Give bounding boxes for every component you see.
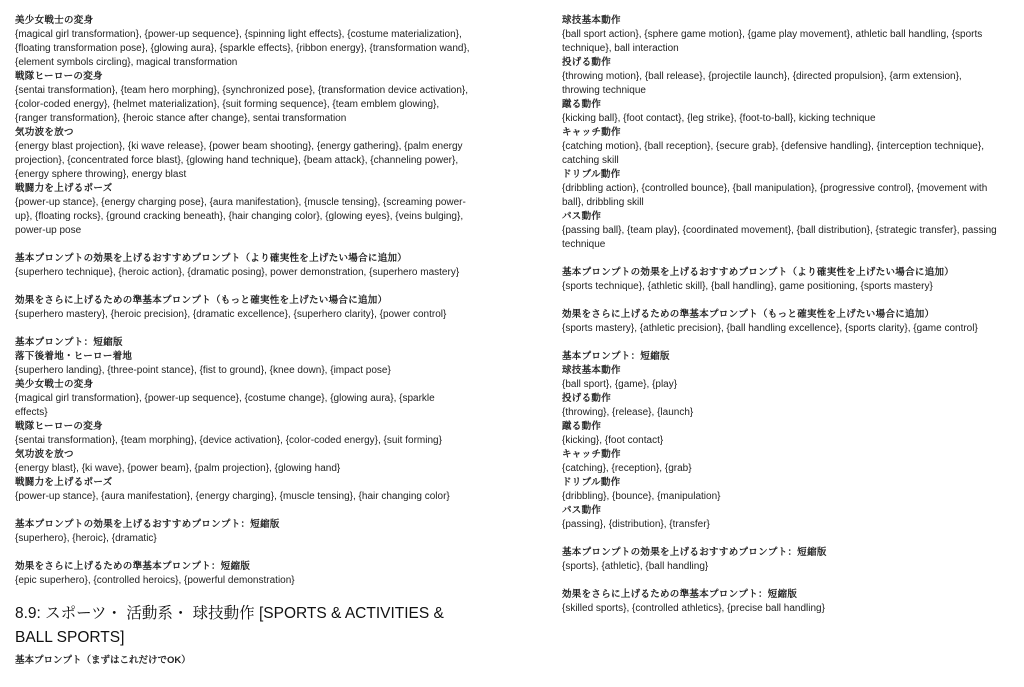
short-recommended-prompts [15,518,470,546]
entry-heading: 戦隊ヒーローの変身 [15,421,103,432]
recommended-text: {superhero technique}, {heroic action}, {dramatic posing}, power demonstration, {superhero mastery} [15,267,460,278]
entry-text: {kicking}, {foot contact} [562,435,664,446]
entry-text: {passing}, {distribution}, {transfer} [562,519,710,530]
entry-text: {magical girl transformation}, {power-up sequence}, {costume change}, {glowing aura}, {sparkle effects} [15,393,435,418]
entry-text: {dribbling action}, {controlled bounce}, {ball manipulation}, {progressive control}, {movement with ball}, dribbling skill [562,183,988,208]
left-column [15,14,470,668]
short-version-title: 基本プロンプト：短縮版 [562,351,670,362]
entry-heading: 美少女戦士の変身 [15,15,94,26]
short-entry [562,504,1002,532]
entry-magical-girl [15,14,470,70]
entry-heading: キャッチ動作 [562,449,621,460]
short-entry [562,420,1002,448]
short-semi-basic-heading: 効果をさらに上げるための準基本プロンプト：短縮版 [562,589,798,600]
entry-text: {sentai transformation}, {team morphing}, {device activation}, {color-coded energy}, {suit forming} [15,435,442,446]
short-recommended-text: {sports}, {athletic}, {ball handling} [562,561,709,572]
right-column [562,14,1002,616]
entry-text: {sentai transformation}, {team hero morphing}, {synchronized pose}, {transformation device activation}, {color-coded energy}, {helmet materialization}, {suit forming sequence}, {team emblem glowing}, {ranger transformation}, {heroic stance after change}, sentai transformation [15,85,469,124]
short-recommended-heading: 基本プロンプトの効果を上げるおすすめプロンプト：短縮版 [15,519,280,530]
entry-heading: 落下後着地・ヒーロー着地 [15,351,133,362]
semi-basic-heading: 効果をさらに上げるための準基本プロンプト（もっと確実性を上げたい場合に追加） [15,295,388,306]
short-entry [562,392,1002,420]
entry-heading: パス動作 [562,211,602,222]
entry-text: {energy blast}, {ki wave}, {power beam}, {palm projection}, {glowing hand} [15,463,341,474]
entry-text: {kicking ball}, {foot contact}, {leg strike}, {foot-to-ball}, kicking technique [562,113,876,124]
recommended-heading: 基本プロンプトの効果を上げるおすすめプロンプト（より確実性を上げたい場合に追加） [562,267,955,278]
entry-heading: ドリブル動作 [562,169,621,180]
short-entry [562,448,1002,476]
entry-sentai [15,70,470,126]
entry-heading: 戦闘力を上げるポーズ [15,477,113,488]
semi-basic-heading: 効果をさらに上げるための準基本プロンプト（もっと確実性を上げたい場合に追加） [562,309,935,320]
entry-heading: 球技基本動作 [562,365,621,376]
semi-basic-text: {superhero mastery}, {heroic precision}, {dramatic excellence}, {superhero clarity}, {power control} [15,309,447,320]
entry-text: {throwing}, {release}, {launch} [562,407,694,418]
entry-passing [562,210,1002,252]
entry-heading: 投げる動作 [562,57,612,68]
entry-heading: 球技基本動作 [562,15,621,26]
entry-ball-basic [562,14,1002,56]
entry-text: {ball sport}, {game}, {play} [562,379,678,390]
short-recommended-text: {superhero}, {heroic}, {dramatic} [15,533,157,544]
entry-text: {power-up stance}, {energy charging pose}, {aura manifestation}, {muscle tensing}, {screaming power-up}, {floating rocks}, {ground cracking beneath}, {hair changing color}, {glowing eyes}, {veins bulging}, power-up pose [15,197,466,236]
entry-heading: 美少女戦士の変身 [15,379,94,390]
short-semi-basic-text: {skilled sports}, {controlled athletics}, {precise ball handling} [562,603,825,614]
recommended-prompts [562,266,1002,294]
short-entry [15,378,470,420]
entry-catching [562,126,1002,168]
entry-ki-blast [15,126,470,182]
short-entry [562,476,1002,504]
entry-dribbling [562,168,1002,210]
entry-heading: 戦闘力を上げるポーズ [15,183,113,194]
section-subtitle: 基本プロンプト（まずはこれだけでOK） [15,655,191,666]
entry-heading: ドリブル動作 [562,477,621,488]
entry-text: {passing ball}, {team play}, {coordinated movement}, {ball distribution}, {strategic transfer}, passing technique [562,225,997,250]
recommended-heading: 基本プロンプトの効果を上げるおすすめプロンプト（より確実性を上げたい場合に追加） [15,253,408,264]
short-semi-basic-text: {epic superhero}, {controlled heroics}, {powerful demonstration} [15,575,295,586]
entry-text: {energy blast projection}, {ki wave release}, {power beam shooting}, {energy gathering}, {palm energy projection}, {concentrated force blast}, {glowing hand technique}, {beam attack}, {channeling power}, {energy sphere throwing}, energy blast [15,141,463,180]
entry-text: {throwing motion}, {ball release}, {projectile launch}, {directed propulsion}, {arm extension}, throwing technique [562,71,962,96]
short-entry [15,420,470,448]
entry-heading: キャッチ動作 [562,127,621,138]
entry-text: {superhero landing}, {three-point stance}, {fist to ground}, {knee down}, {impact pose} [15,365,391,376]
section-title: 8.9: スポーツ・ 活動系・ 球技動作 [SPORTS & ACTIVITIES & BALL SPORTS] [15,605,444,646]
semi-basic-prompts [15,294,470,322]
short-recommended-prompts [562,546,1002,574]
entry-text: {catching motion}, {ball reception}, {secure grab}, {defensive handling}, {interception technique}, catching skill [562,141,984,166]
semi-basic-text: {sports mastery}, {athletic precision}, {ball handling excellence}, {sports clarity}, {game control} [562,323,978,334]
short-semi-basic-prompts [562,588,1002,616]
entry-text: {power-up stance}, {aura manifestation}, {energy charging}, {muscle tensing}, {hair changing color} [15,491,450,502]
entry-kicking [562,98,1002,126]
short-entry [562,364,1002,392]
entry-heading: 蹴る動作 [562,421,602,432]
entry-text: {catching}, {reception}, {grab} [562,463,692,474]
entry-heading: 気功波を放つ [15,127,74,138]
entry-heading: パス動作 [562,505,602,516]
short-version-title: 基本プロンプト：短縮版 [15,337,123,348]
entry-heading: 気功波を放つ [15,449,74,460]
entry-heading: 投げる動作 [562,393,612,404]
short-semi-basic-heading: 効果をさらに上げるための準基本プロンプト：短縮版 [15,561,251,572]
recommended-text: {sports technique}, {athletic skill}, {ball handling}, game positioning, {sports mastery} [562,281,933,292]
entry-text: {dribbling}, {bounce}, {manipulation} [562,491,721,502]
short-entry [15,350,470,378]
entry-text: {magical girl transformation}, {power-up sequence}, {spinning light effects}, {costume materialization}, {floating transformation pose}, {glowing aura}, {sparkle effects}, {ribbon energy}, {transformation wand}, {element symbols circling}, magical transformation [15,29,470,68]
semi-basic-prompts [562,308,1002,336]
entry-text: {ball sport action}, {sphere game motion}, {game play movement}, athletic ball handling, {sports technique}, ball interaction [562,29,983,54]
recommended-prompts [15,252,470,280]
short-semi-basic-prompts [15,560,470,588]
entry-throwing [562,56,1002,98]
entry-heading: 蹴る動作 [562,99,602,110]
entry-power-up-pose [15,182,470,238]
short-recommended-heading: 基本プロンプトの効果を上げるおすすめプロンプト：短縮版 [562,547,827,558]
short-entry [15,448,470,476]
entry-heading: 戦隊ヒーローの変身 [15,71,103,82]
short-entry [15,476,470,504]
